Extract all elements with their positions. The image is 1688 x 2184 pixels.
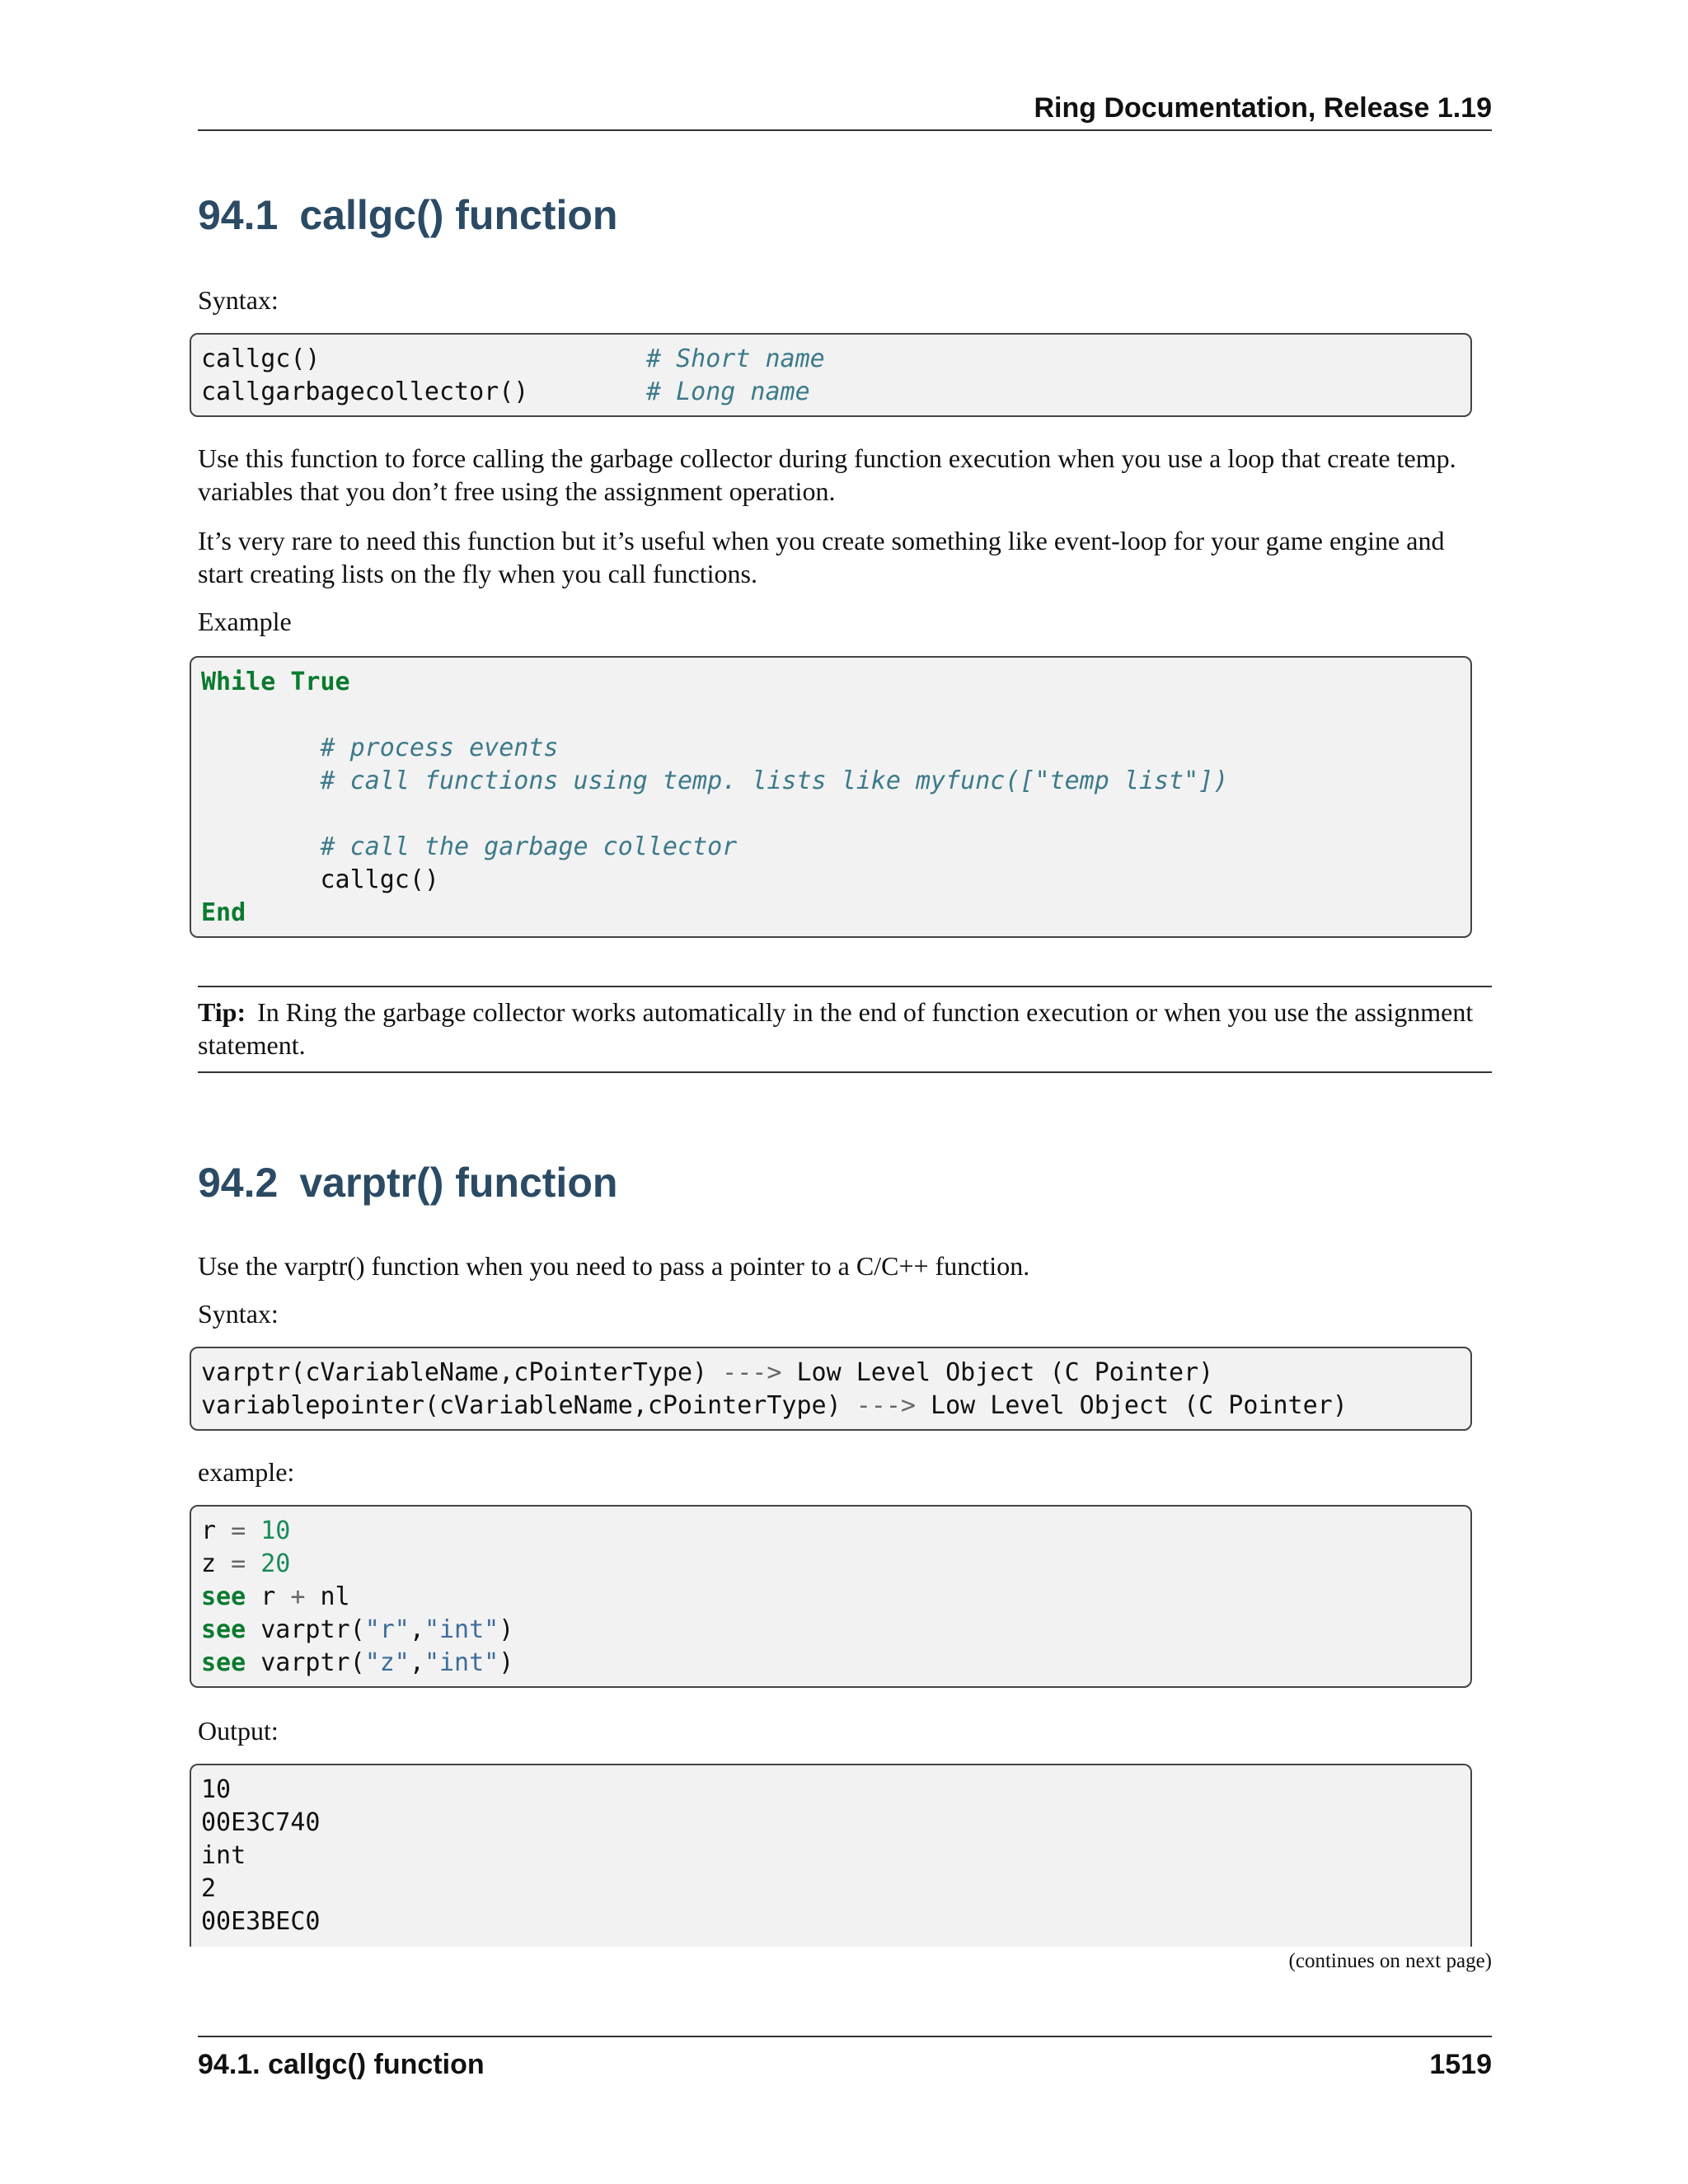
code-text: variablepointer(cVariableName,cPointerType) — [201, 1391, 842, 1420]
code-line — [201, 343, 1461, 376]
syntax-label: Syntax: — [198, 285, 279, 315]
code-text: varptr(cVariableName,cPointerType) — [201, 1358, 708, 1387]
code-string: "int" — [424, 1615, 499, 1644]
page-number: 1519 — [1429, 2049, 1492, 2080]
code-text: callgarbagecollector() — [201, 377, 529, 406]
code-text: r — [201, 1516, 217, 1545]
code-text: r — [260, 1582, 276, 1611]
code-keyword: see — [201, 1648, 246, 1677]
code-line — [201, 831, 1461, 864]
continues-note: (continues on next page) — [1288, 1950, 1492, 1972]
paragraph: It’s very rare to need this function but it’s useful when you create something like event-loop for your game engine and start creating lists on the fly when you call functions. — [198, 526, 1445, 588]
code-line — [201, 1647, 1461, 1680]
code-line — [201, 1581, 1461, 1614]
code-text: nl — [320, 1582, 350, 1611]
code-line-blank — [201, 699, 1461, 732]
section-number: 94.2 — [198, 1160, 279, 1206]
code-text: ) — [499, 1615, 514, 1644]
tip-admonition — [198, 986, 1492, 1073]
section-title: callgc() function — [299, 192, 618, 238]
code-string: "r" — [364, 1615, 410, 1644]
code-keyword: see — [201, 1615, 246, 1644]
code-keyword: see — [201, 1582, 246, 1611]
running-header: Ring Documentation, Release 1.19 — [198, 92, 1492, 131]
example-label: Example — [198, 607, 292, 636]
code-operator: + — [290, 1582, 306, 1611]
output-line: 2 — [201, 1874, 217, 1903]
section-heading-varptr — [198, 1159, 617, 1207]
code-line — [201, 1515, 1461, 1548]
tip-label: Tip: — [198, 997, 246, 1027]
code-operator: ---> — [856, 1391, 916, 1420]
code-text: callgc() — [320, 865, 439, 894]
code-text: , — [409, 1615, 424, 1644]
code-text: Low Level Object (C Pointer) — [796, 1358, 1214, 1387]
code-line — [201, 765, 1461, 798]
section-heading-callgc — [198, 191, 617, 239]
example-code-block — [190, 656, 1472, 938]
code-line — [201, 1548, 1461, 1581]
running-footer — [198, 2036, 1492, 2081]
code-text: Low Level Object (C Pointer) — [931, 1391, 1348, 1420]
syntax-code-block — [190, 333, 1472, 417]
code-comment: # call the garbage collector — [320, 832, 738, 861]
code-text: ) — [499, 1648, 514, 1677]
document-page — [198, 0, 1492, 2184]
code-comment: # Long name — [646, 377, 810, 406]
footer-section: 94.1. callgc() function — [198, 2049, 485, 2080]
output-label: Output: — [198, 1716, 279, 1746]
code-line-blank — [201, 798, 1461, 831]
output-line: int — [201, 1841, 246, 1870]
tip-text: In Ring the garbage collector works automatically in the end of function execution or when you use the assignment statement. — [198, 997, 1474, 1060]
output-line: 00E3C740 — [201, 1808, 321, 1837]
code-line — [201, 1390, 1461, 1422]
section-number: 94.1 — [198, 192, 279, 238]
example-label: example: — [198, 1457, 295, 1487]
code-line: While True — [201, 668, 350, 696]
code-line — [201, 1357, 1461, 1390]
code-line — [201, 1614, 1461, 1647]
code-text: varptr( — [260, 1615, 365, 1644]
code-operator: = — [231, 1549, 246, 1578]
paragraph: Use this function to force calling the garbage collector during function execution when you use a loop that create temp. variables that you don’t free using the assignment operation. — [198, 443, 1456, 506]
code-number: 20 — [260, 1549, 291, 1578]
code-text: , — [409, 1648, 424, 1677]
code-line — [201, 732, 1461, 765]
code-comment: # call functions using temp. lists like myfunc(["temp list"]) — [320, 766, 1229, 795]
code-text: z — [201, 1549, 217, 1578]
code-comment: # process events — [320, 733, 559, 762]
code-string: "int" — [424, 1648, 499, 1677]
syntax-code-block — [190, 1347, 1472, 1431]
syntax-label: Syntax: — [198, 1299, 279, 1329]
output-line: 10 — [201, 1775, 232, 1804]
section-title: varptr() function — [299, 1160, 618, 1206]
code-line — [201, 376, 1461, 409]
code-number: 10 — [260, 1516, 291, 1545]
code-line: End — [201, 898, 246, 927]
code-text: varptr( — [260, 1648, 365, 1677]
output-line: 00E3BEC0 — [201, 1907, 321, 1936]
paragraph: Use the varptr() function when you need to pass a pointer to a C/C++ function. — [198, 1251, 1030, 1281]
example-code-block — [190, 1505, 1472, 1688]
code-operator: = — [231, 1516, 246, 1545]
code-text: callgc() — [201, 344, 321, 373]
output-code-block — [190, 1764, 1472, 1947]
code-comment: # Short name — [646, 344, 825, 373]
code-line — [201, 864, 1461, 897]
code-operator: ---> — [722, 1358, 782, 1387]
code-string: "z" — [364, 1648, 410, 1677]
